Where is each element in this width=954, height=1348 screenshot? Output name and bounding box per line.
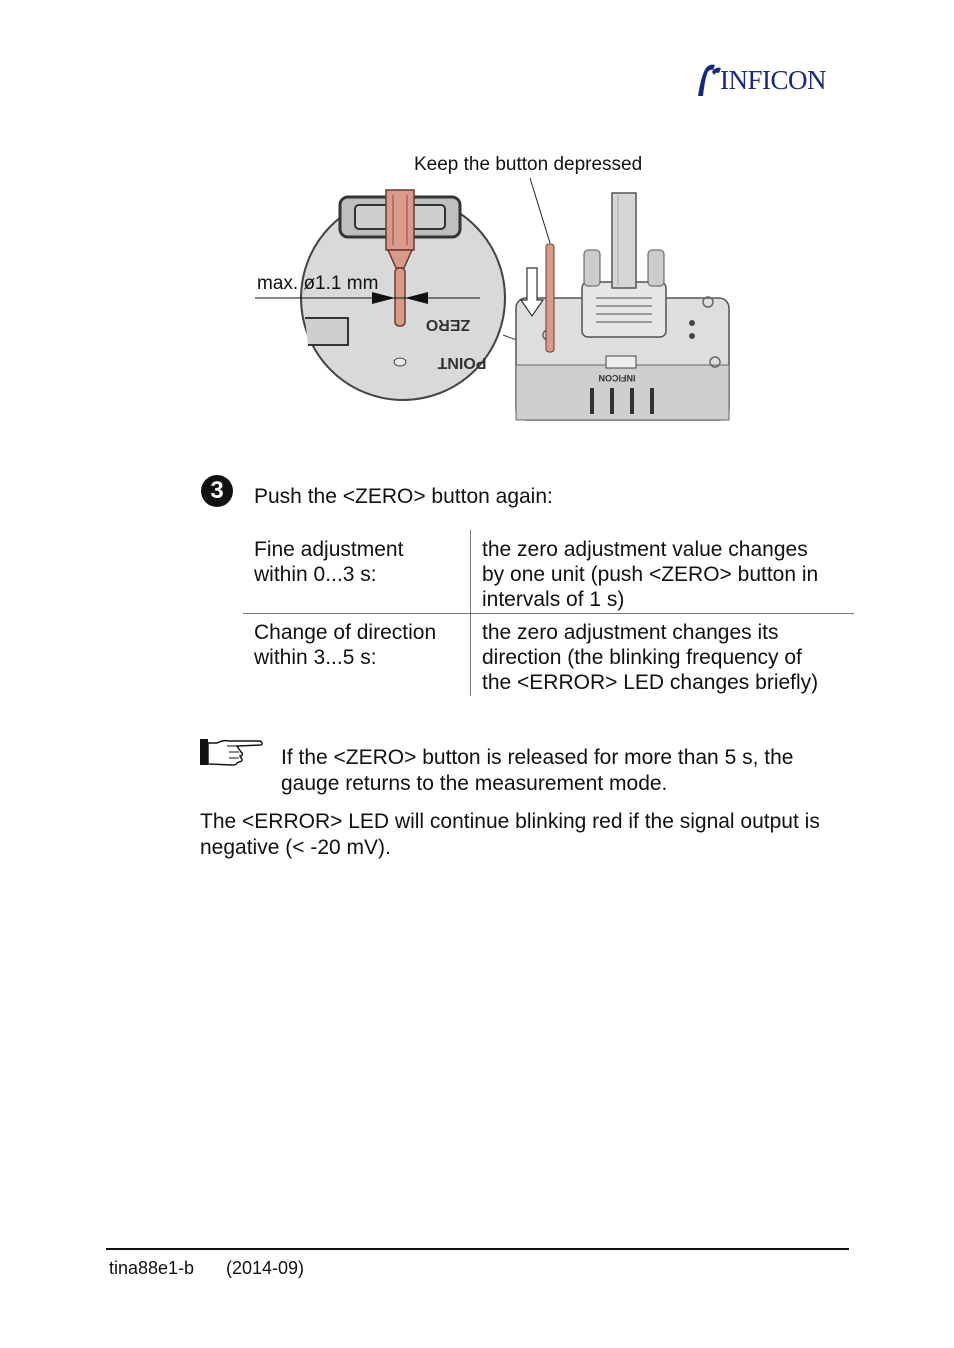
cell-line: within 3...5 s: bbox=[254, 646, 377, 669]
table-row bbox=[243, 530, 854, 614]
cell-line: the zero adjustment value changes bbox=[482, 538, 808, 561]
cell-line: intervals of 1 s) bbox=[482, 588, 625, 611]
logo-text: INFICON bbox=[720, 65, 827, 95]
step-instruction: Push the <ZERO> button again: bbox=[254, 485, 553, 508]
inficon-logo bbox=[694, 62, 846, 98]
callout-dimension-label: max. ø1.1 mm bbox=[257, 273, 379, 294]
pointing-hand-icon bbox=[199, 737, 265, 767]
cell-line: direction (the blinking frequency of bbox=[482, 646, 802, 669]
inficon-logo-mark-icon bbox=[694, 62, 722, 98]
table-cell-result bbox=[471, 530, 855, 614]
note-text: If the <ZERO> button is released for more than 5 s, the gauge returns to the measurement mode. bbox=[281, 746, 794, 795]
table-row bbox=[243, 614, 854, 697]
cell-line: the <ERROR> LED changes briefly) bbox=[482, 671, 819, 694]
panel-label-point: POINT bbox=[437, 354, 487, 371]
cell-line: the zero adjustment changes its bbox=[482, 621, 779, 644]
step-number-badge: 3 bbox=[201, 475, 233, 507]
cell-line: Change of direction bbox=[254, 621, 437, 644]
body-paragraph: The <ERROR> LED will continue blinking red if the signal output is negative (< -20 mV). bbox=[200, 810, 820, 859]
footer-doc-id: tina88e1-b bbox=[109, 1258, 195, 1278]
cell-line: within 0...3 s: bbox=[254, 563, 377, 586]
table-cell-condition bbox=[243, 530, 471, 614]
device-logo-label: INFICON bbox=[598, 373, 636, 383]
cell-line: Fine adjustment bbox=[254, 538, 404, 561]
table-cell-result bbox=[471, 614, 855, 697]
footer-date: (2014-09) bbox=[226, 1258, 305, 1278]
callout-button-label: Keep the button depressed bbox=[414, 154, 643, 175]
footer-divider bbox=[106, 1248, 849, 1250]
zero-adjustment-table bbox=[243, 530, 854, 696]
cell-line: by one unit (push <ZERO> button in bbox=[482, 563, 819, 586]
table-cell-condition bbox=[243, 614, 471, 697]
panel-label-zero: ZERO bbox=[425, 316, 471, 333]
